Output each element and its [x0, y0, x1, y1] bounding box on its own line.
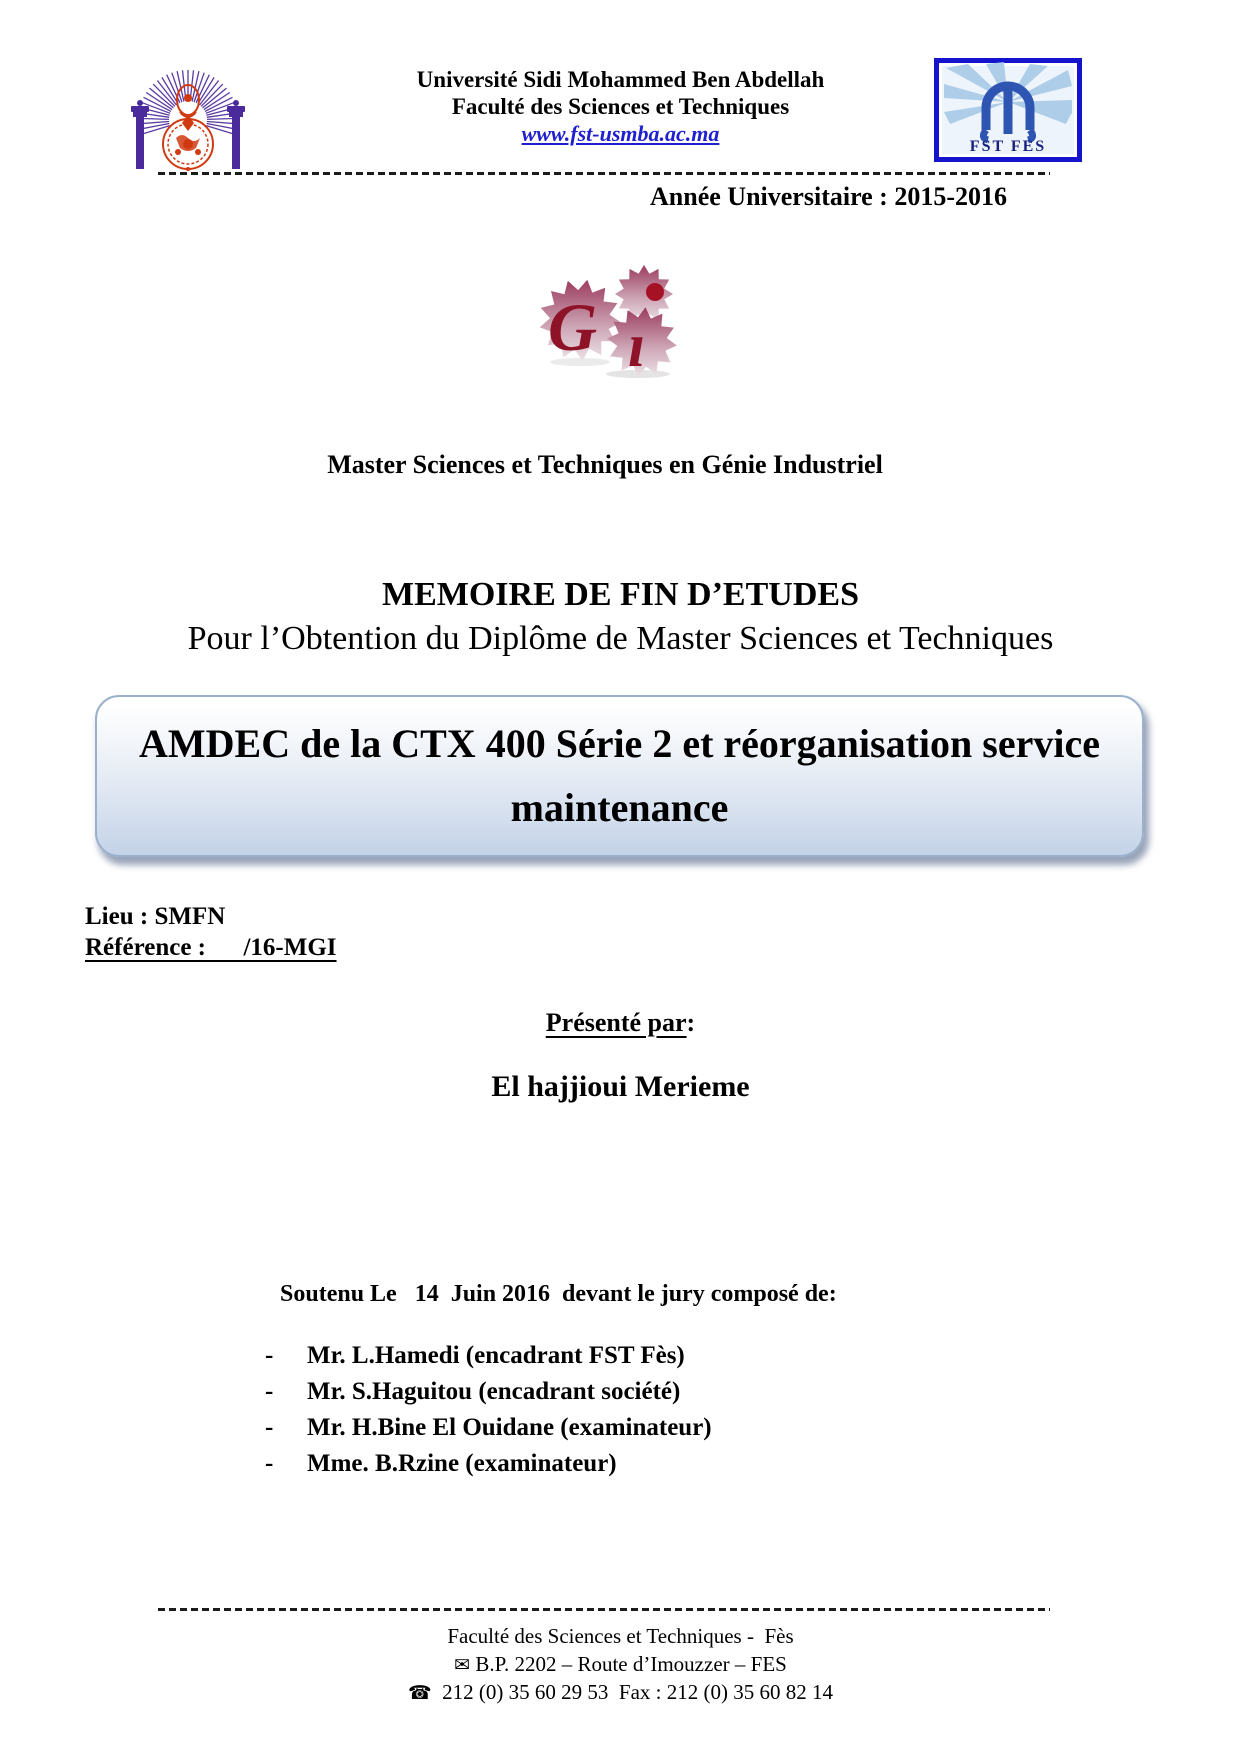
memoire-heading: MEMOIRE DE FIN D’ETUDES	[382, 576, 859, 613]
academic-year: Année Universitaire : 2015-2016	[650, 182, 1007, 211]
dash-bullet: -	[265, 1378, 274, 1405]
bottom-dashed-divider	[158, 1608, 1050, 1611]
dash-bullet: -	[265, 1342, 274, 1369]
jury-member-name: Mr. L.Hamedi (encadrant FST Fès)	[307, 1342, 685, 1369]
phone-icon: ☎	[408, 1683, 432, 1704]
gi-program-logo	[528, 258, 688, 380]
reference-line: Référence : /16-MGI	[85, 934, 337, 961]
thesis-title: AMDEC de la CTX 400 Série 2 et réorganisation service maintenance	[139, 721, 1100, 830]
jury-list-item	[265, 1410, 712, 1446]
jury-member-name: Mr. H.Bine El Ouidane (examinateur)	[307, 1414, 712, 1441]
program-title: Master Sciences et Techniques en Génie Industriel	[327, 450, 883, 479]
jury-list-item	[265, 1374, 712, 1410]
jury-member-name: Mr. S.Haguitou (encadrant société)	[307, 1378, 681, 1405]
location-line: Lieu : SMFN	[85, 903, 226, 930]
university-name: Université Sidi Mohammed Ben Abdellah	[416, 67, 825, 92]
top-dashed-divider	[158, 172, 1050, 175]
footer-address-text: B.P. 2202 – Route d’Imouzzer – FES	[475, 1652, 787, 1676]
memoire-subheading: Pour l’Obtention du Diplôme de Master Sciences et Techniques	[187, 620, 1054, 657]
fst-logo-label: FST FES	[969, 138, 1047, 155]
mail-icon: ✉	[454, 1655, 471, 1676]
dash-bullet: -	[265, 1414, 274, 1441]
gi-letter-i: ı	[628, 312, 646, 380]
gi-letter-g: G	[548, 289, 598, 365]
jury-list-item	[265, 1338, 712, 1374]
footer-faculty-line: Faculté des Sciences et Techniques - Fès	[447, 1624, 794, 1648]
website-link[interactable]: www.fst-usmba.ac.ma	[521, 121, 720, 146]
thesis-title-box	[95, 695, 1144, 857]
jury-list-item	[265, 1446, 712, 1482]
jury-member-name: Mme. B.Rzine (examinateur)	[307, 1450, 617, 1477]
footer-phone-text: 212 (0) 35 60 29 53 Fax : 212 (0) 35 60 82 14	[442, 1680, 833, 1704]
author-name: El hajjioui Merieme	[491, 1070, 750, 1103]
gi-i-dot	[646, 283, 664, 301]
defense-date-line: Soutenu Le 14 Juin 2016 devant le jury composé de:	[280, 1281, 837, 1307]
fst-fes-logo	[934, 58, 1082, 162]
presented-by-colon: :	[686, 1008, 696, 1037]
jury-list	[265, 1338, 712, 1482]
faculty-name: Faculté des Sciences et Techniques	[451, 94, 790, 119]
footer-address-line	[0, 1652, 1241, 1677]
dash-bullet: -	[265, 1450, 274, 1477]
footer-phone-line	[0, 1680, 1241, 1705]
presented-by-text: Présenté par	[545, 1008, 687, 1037]
presented-by-label	[0, 1008, 1241, 1038]
